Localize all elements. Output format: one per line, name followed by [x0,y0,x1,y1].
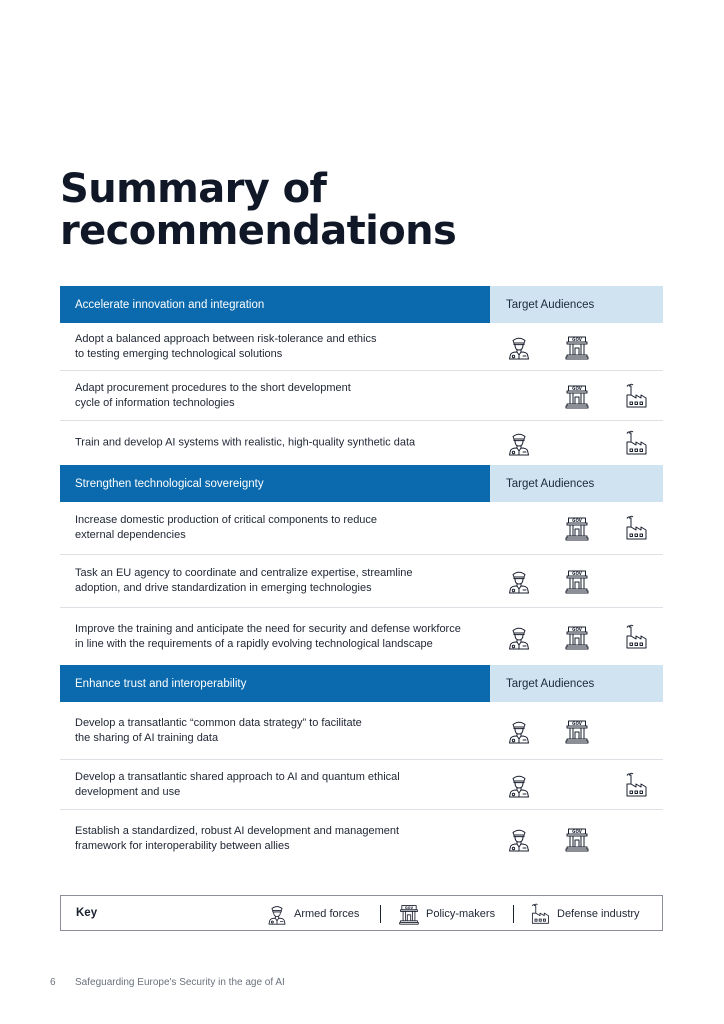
target-audiences-label: Target Audiences [490,665,663,702]
key-item-armed-forces [266,903,359,925]
section-technological-sovereignty [60,465,663,666]
recommendation-row [60,502,663,555]
recommendation-text-line: Develop a transatlantic shared approach to AI and quantum ethical [75,770,400,783]
svg-text:GOV: GOV [572,720,582,726]
recommendation-text [75,770,485,800]
recommendation-row [60,608,663,666]
svg-text:GOV: GOV [572,571,582,577]
svg-text:GOV: GOV [572,627,582,633]
key-item-defense-industry [529,903,640,925]
soldier-icon [506,430,532,456]
recommendation-text-line: to testing emerging technological solutions [75,347,283,360]
page-title-line-2: recommendations [60,208,457,254]
target-audiences-label: Target Audiences [490,286,663,323]
recommendation-row [60,702,663,760]
svg-text:GOV: GOV [572,829,582,835]
recommendation-text-line: Adopt a balanced approach between risk-tolerance and ethics [75,332,377,345]
recommendation-text-line: Establish a standardized, robust AI development and management [75,825,400,837]
recommendation-row [60,760,663,810]
recommendation-text-line: cycle of information technologies [75,396,235,409]
recommendation-text-line: Adapt procurement procedures to the short development [75,381,351,394]
key-divider [513,905,514,923]
section-header [60,465,663,502]
recommendation-text-line: in line with the requirements of a rapidly evolving technological landscape [75,638,433,650]
soldier-icon [506,568,532,594]
key-item-label: Defense industry [557,908,640,920]
recommendation-row [60,371,663,421]
government-building-icon [564,624,590,650]
recommendation-row [60,555,663,608]
svg-text:GOV: GOV [572,385,582,391]
recommendation-text-line: framework for interoperability between allies [75,840,290,852]
page-title [60,168,456,252]
recommendation-text-line: Increase domestic production of critical components to reduce [75,514,378,526]
factory-icon [623,430,649,456]
key-legend [60,895,663,931]
government-building-icon [564,568,590,594]
key-label: Key [76,907,98,919]
section-title: Accelerate innovation and integration [60,286,490,323]
recommendation-row [60,810,663,868]
recommendation-text-line: Improve the training and anticipate the need for security and defense workforce [75,623,461,635]
section-accelerate-innovation [60,286,663,465]
soldier-icon [266,903,288,925]
key-item-policy-makers [398,903,495,925]
factory-icon [529,903,551,925]
government-building-icon [564,515,590,541]
key-item-label: Policy-makers [426,908,496,920]
section-header [60,286,663,323]
government-building-icon [564,334,590,360]
section-header [60,665,663,702]
soldier-icon [506,334,532,360]
government-building-icon [398,903,420,925]
recommendation-text [75,566,485,596]
section-title: Strengthen technological sovereignty [60,465,490,502]
recommendation-text [75,622,485,652]
government-building-icon [564,826,590,852]
soldier-icon [506,772,532,798]
recommendation-text [75,332,485,362]
recommendation-text [75,513,485,543]
section-trust-interoperability [60,665,663,868]
recommendation-row [60,323,663,371]
recommendation-text [75,381,485,411]
government-building-icon [564,383,590,409]
factory-icon [623,772,649,798]
page-title-line-1: Summary of [60,166,327,212]
footer-text: Safeguarding Europe's Security in the age of AI [75,977,285,988]
recommendation-row [60,421,663,465]
government-building-icon [564,718,590,744]
section-title: Enhance trust and interoperability [60,665,490,702]
key-item-label: Armed forces [294,908,360,920]
key-divider [380,905,381,923]
recommendation-text-line: Develop a transatlantic “common data strategy” to facilitate [75,716,362,729]
svg-text:GOV: GOV [404,906,414,911]
factory-icon [623,515,649,541]
svg-text:GOV: GOV [572,336,582,342]
recommendation-text-line: adoption, and drive standardization in emerging technologies [75,582,372,594]
soldier-icon [506,718,532,744]
recommendation-text-line: the sharing of AI training data [75,731,219,744]
recommendation-text-line: development and use [75,785,181,798]
soldier-icon [506,624,532,650]
recommendation-text-line: Train and develop AI systems with realistic, high-quality synthetic data [75,436,416,449]
soldier-icon [506,826,532,852]
recommendation-text [75,824,485,854]
recommendation-text-line: Task an EU agency to coordinate and centralize expertise, streamline [75,567,413,579]
target-audiences-label: Target Audiences [490,465,663,502]
recommendation-text [75,716,485,746]
recommendation-text-line: external dependencies [75,529,186,541]
recommendation-text [75,436,485,451]
factory-icon [623,624,649,650]
factory-icon [623,383,649,409]
page-number: 6 [50,977,56,988]
svg-text:GOV: GOV [572,518,582,524]
